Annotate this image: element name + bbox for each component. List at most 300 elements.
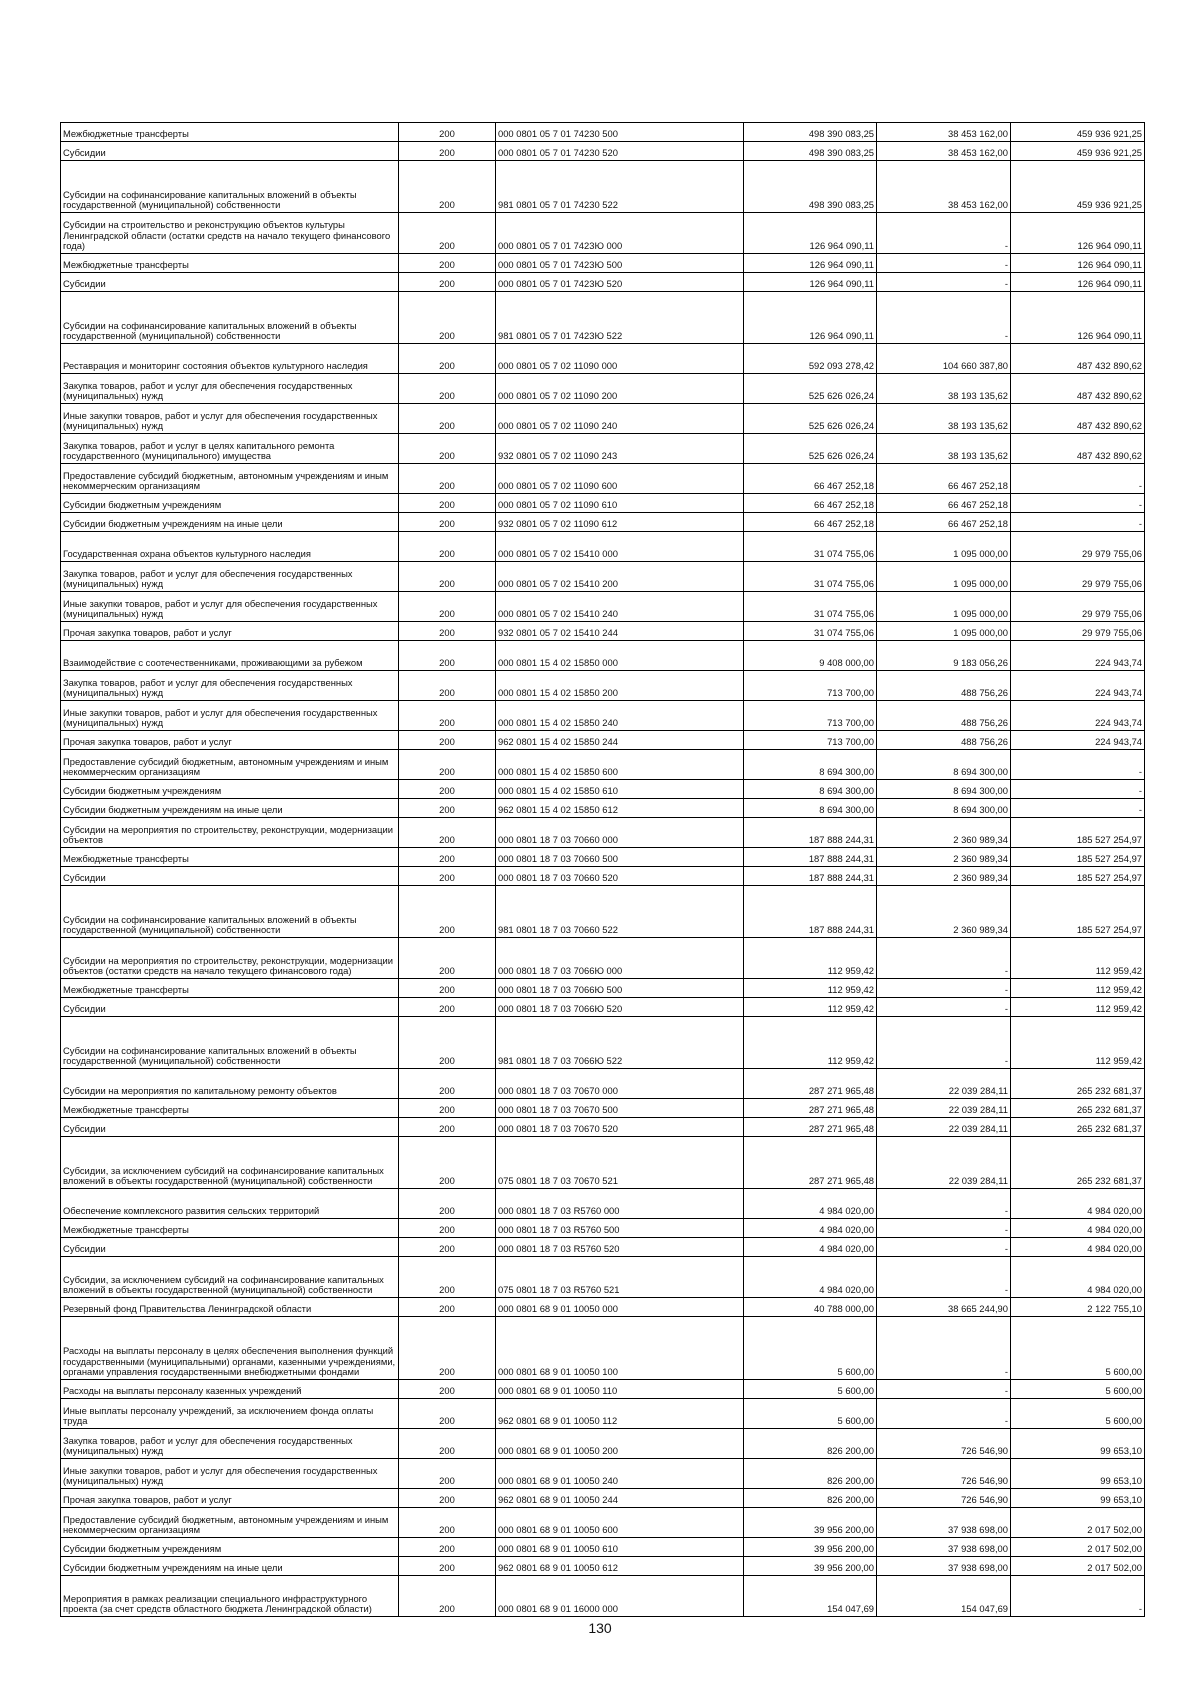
- approved-amount-cell: 525 626 026,24: [744, 404, 877, 434]
- classification-code-cell: 000 0801 15 4 02 15850 610: [496, 780, 744, 799]
- approved-amount-cell: 4 984 020,00: [744, 1238, 877, 1257]
- approved-amount-cell: 287 271 965,48: [744, 1137, 877, 1189]
- expense-name-cell: Предоставление субсидий бюджетным, автономным учреждениям и иным некоммерческим организациям: [61, 750, 399, 780]
- table-row: [61, 1459, 1145, 1489]
- executed-amount-cell: 2 360 989,34: [877, 848, 1011, 867]
- approved-amount-cell: 826 200,00: [744, 1429, 877, 1459]
- line-code-cell: 200: [399, 254, 496, 273]
- unexecuted-amount-cell: 185 527 254,97: [1011, 848, 1145, 867]
- unexecuted-amount-cell: 29 979 755,06: [1011, 622, 1145, 641]
- line-code-cell: 200: [399, 731, 496, 750]
- expense-name-cell: Резервный фонд Правительства Ленинградской области: [61, 1298, 399, 1317]
- classification-code-cell: 000 0801 68 9 01 10050 200: [496, 1429, 744, 1459]
- table-row: [61, 938, 1145, 979]
- table-row: [61, 750, 1145, 780]
- unexecuted-amount-cell: -: [1011, 464, 1145, 494]
- classification-code-cell: 075 0801 18 7 03 R5760 521: [496, 1257, 744, 1298]
- table-row: [61, 1189, 1145, 1219]
- expense-name-cell: Межбюджетные трансферты: [61, 979, 399, 998]
- approved-amount-cell: 126 964 090,11: [744, 254, 877, 273]
- table-row: [61, 1576, 1145, 1617]
- approved-amount-cell: 5 600,00: [744, 1399, 877, 1429]
- expense-name-cell: Субсидии, за исключением субсидий на софинансирование капитальных вложений в объекты государственной (муниципальной) собственности: [61, 1257, 399, 1298]
- executed-amount-cell: 2 360 989,34: [877, 886, 1011, 938]
- classification-code-cell: 000 0801 15 4 02 15850 000: [496, 641, 744, 671]
- unexecuted-amount-cell: -: [1011, 494, 1145, 513]
- line-code-cell: 200: [399, 513, 496, 532]
- unexecuted-amount-cell: 185 527 254,97: [1011, 867, 1145, 886]
- unexecuted-amount-cell: 126 964 090,11: [1011, 273, 1145, 292]
- table-row: [61, 1257, 1145, 1298]
- line-code-cell: 200: [399, 1238, 496, 1257]
- executed-amount-cell: 2 360 989,34: [877, 867, 1011, 886]
- unexecuted-amount-cell: -: [1011, 750, 1145, 780]
- table-row: [61, 641, 1145, 671]
- unexecuted-amount-cell: 224 943,74: [1011, 701, 1145, 731]
- classification-code-cell: 000 0801 05 7 01 7423Ю 520: [496, 273, 744, 292]
- executed-amount-cell: 1 095 000,00: [877, 592, 1011, 622]
- unexecuted-amount-cell: 487 432 890,62: [1011, 404, 1145, 434]
- executed-amount-cell: 8 694 300,00: [877, 799, 1011, 818]
- table-row: [61, 344, 1145, 374]
- classification-code-cell: 000 0801 18 7 03 R5760 500: [496, 1219, 744, 1238]
- table-row: [61, 1317, 1145, 1380]
- expense-name-cell: Взаимодействие с соотечественниками, проживающими за рубежом: [61, 641, 399, 671]
- unexecuted-amount-cell: 29 979 755,06: [1011, 592, 1145, 622]
- line-code-cell: 200: [399, 1399, 496, 1429]
- expense-name-cell: Расходы на выплаты персоналу казенных учреждений: [61, 1380, 399, 1399]
- line-code-cell: 200: [399, 671, 496, 701]
- table-row: [61, 1489, 1145, 1508]
- classification-code-cell: 000 0801 18 7 03 70670 500: [496, 1099, 744, 1118]
- executed-amount-cell: 22 039 284,11: [877, 1118, 1011, 1137]
- executed-amount-cell: -: [877, 273, 1011, 292]
- line-code-cell: 200: [399, 799, 496, 818]
- expense-name-cell: Иные выплаты персоналу учреждений, за исключением фонда оплаты труда: [61, 1399, 399, 1429]
- classification-code-cell: 981 0801 18 7 03 70660 522: [496, 886, 744, 938]
- unexecuted-amount-cell: 224 943,74: [1011, 731, 1145, 750]
- expense-name-cell: Закупка товаров, работ и услуг для обеспечения государственных (муниципальных) нужд: [61, 562, 399, 592]
- executed-amount-cell: 37 938 698,00: [877, 1508, 1011, 1538]
- executed-amount-cell: -: [877, 1317, 1011, 1380]
- classification-code-cell: 962 0801 68 9 01 10050 112: [496, 1399, 744, 1429]
- approved-amount-cell: 40 788 000,00: [744, 1298, 877, 1317]
- table-row: [61, 123, 1145, 142]
- line-code-cell: 200: [399, 1380, 496, 1399]
- approved-amount-cell: 498 390 083,25: [744, 161, 877, 213]
- line-code-cell: 200: [399, 273, 496, 292]
- line-code-cell: 200: [399, 1508, 496, 1538]
- executed-amount-cell: 726 546,90: [877, 1489, 1011, 1508]
- line-code-cell: 200: [399, 142, 496, 161]
- approved-amount-cell: 31 074 755,06: [744, 622, 877, 641]
- expense-name-cell: Закупка товаров, работ и услуг для обеспечения государственных (муниципальных) нужд: [61, 374, 399, 404]
- unexecuted-amount-cell: 459 936 921,25: [1011, 123, 1145, 142]
- executed-amount-cell: 22 039 284,11: [877, 1137, 1011, 1189]
- approved-amount-cell: 8 694 300,00: [744, 750, 877, 780]
- table-row: [61, 592, 1145, 622]
- approved-amount-cell: 66 467 252,18: [744, 464, 877, 494]
- approved-amount-cell: 126 964 090,11: [744, 213, 877, 254]
- unexecuted-amount-cell: 4 984 020,00: [1011, 1219, 1145, 1238]
- approved-amount-cell: 713 700,00: [744, 701, 877, 731]
- classification-code-cell: 000 0801 15 4 02 15850 240: [496, 701, 744, 731]
- expense-name-cell: Субсидии на софинансирование капитальных вложений в объекты государственной (муниципальной) собственности: [61, 161, 399, 213]
- line-code-cell: 200: [399, 123, 496, 142]
- expense-name-cell: Прочая закупка товаров, работ и услуг: [61, 1489, 399, 1508]
- table-row: [61, 622, 1145, 641]
- unexecuted-amount-cell: 5 600,00: [1011, 1380, 1145, 1399]
- table-row: [61, 1298, 1145, 1317]
- expense-name-cell: Субсидии на мероприятия по капитальному ремонту объектов: [61, 1069, 399, 1099]
- approved-amount-cell: 8 694 300,00: [744, 780, 877, 799]
- executed-amount-cell: -: [877, 1238, 1011, 1257]
- unexecuted-amount-cell: 487 432 890,62: [1011, 344, 1145, 374]
- line-code-cell: 200: [399, 1017, 496, 1069]
- classification-code-cell: 000 0801 05 7 02 11090 000: [496, 344, 744, 374]
- expense-name-cell: Закупка товаров, работ и услуг для обеспечения государственных (муниципальных) нужд: [61, 671, 399, 701]
- executed-amount-cell: 104 660 387,80: [877, 344, 1011, 374]
- executed-amount-cell: 488 756,26: [877, 671, 1011, 701]
- expense-name-cell: Субсидии бюджетным учреждениям: [61, 1538, 399, 1557]
- expense-name-cell: Закупка товаров, работ и услуг в целях капитального ремонта государственного (муниципального) имущества: [61, 434, 399, 464]
- table-row: [61, 404, 1145, 434]
- expense-name-cell: Прочая закупка товаров, работ и услуг: [61, 731, 399, 750]
- executed-amount-cell: 726 546,90: [877, 1459, 1011, 1489]
- line-code-cell: 200: [399, 592, 496, 622]
- expense-name-cell: Субсидии, за исключением субсидий на софинансирование капитальных вложений в объекты государственной (муниципальной) собственности: [61, 1137, 399, 1189]
- unexecuted-amount-cell: 224 943,74: [1011, 641, 1145, 671]
- expense-name-cell: Субсидии на софинансирование капитальных вложений в объекты государственной (муниципальной) собственности: [61, 886, 399, 938]
- table-row: [61, 374, 1145, 404]
- line-code-cell: 200: [399, 532, 496, 562]
- classification-code-cell: 000 0801 68 9 01 10050 000: [496, 1298, 744, 1317]
- executed-amount-cell: 9 183 056,26: [877, 641, 1011, 671]
- expense-name-cell: Субсидии бюджетным учреждениям на иные цели: [61, 1557, 399, 1576]
- classification-code-cell: 000 0801 05 7 01 74230 500: [496, 123, 744, 142]
- line-code-cell: 200: [399, 701, 496, 731]
- table-row: [61, 161, 1145, 213]
- line-code-cell: 200: [399, 1429, 496, 1459]
- classification-code-cell: 962 0801 68 9 01 10050 244: [496, 1489, 744, 1508]
- line-code-cell: 200: [399, 1219, 496, 1238]
- approved-amount-cell: 187 888 244,31: [744, 848, 877, 867]
- line-code-cell: 200: [399, 750, 496, 780]
- line-code-cell: 200: [399, 213, 496, 254]
- expense-name-cell: Межбюджетные трансферты: [61, 123, 399, 142]
- unexecuted-amount-cell: 2 017 502,00: [1011, 1508, 1145, 1538]
- executed-amount-cell: 38 193 135,62: [877, 404, 1011, 434]
- line-code-cell: 200: [399, 938, 496, 979]
- line-code-cell: 200: [399, 1576, 496, 1617]
- approved-amount-cell: 826 200,00: [744, 1489, 877, 1508]
- classification-code-cell: 000 0801 15 4 02 15850 200: [496, 671, 744, 701]
- expense-name-cell: Предоставление субсидий бюджетным, автономным учреждениям и иным некоммерческим организациям: [61, 1508, 399, 1538]
- expense-name-cell: Обеспечение комплексного развития сельских территорий: [61, 1189, 399, 1219]
- executed-amount-cell: 2 360 989,34: [877, 818, 1011, 848]
- executed-amount-cell: 154 047,69: [877, 1576, 1011, 1617]
- table-row: [61, 1118, 1145, 1137]
- approved-amount-cell: 525 626 026,24: [744, 434, 877, 464]
- approved-amount-cell: 713 700,00: [744, 731, 877, 750]
- approved-amount-cell: 112 959,42: [744, 998, 877, 1017]
- page-number: 130: [588, 1620, 612, 1636]
- classification-code-cell: 000 0801 15 4 02 15850 600: [496, 750, 744, 780]
- expense-name-cell: Межбюджетные трансферты: [61, 848, 399, 867]
- unexecuted-amount-cell: -: [1011, 799, 1145, 818]
- approved-amount-cell: 39 956 200,00: [744, 1538, 877, 1557]
- executed-amount-cell: -: [877, 979, 1011, 998]
- table-row: [61, 1429, 1145, 1459]
- unexecuted-amount-cell: 265 232 681,37: [1011, 1069, 1145, 1099]
- classification-code-cell: 000 0801 18 7 03 70660 500: [496, 848, 744, 867]
- line-code-cell: 200: [399, 1557, 496, 1576]
- table-row: [61, 998, 1145, 1017]
- executed-amount-cell: -: [877, 938, 1011, 979]
- table-row: [61, 886, 1145, 938]
- classification-code-cell: 000 0801 05 7 02 15410 000: [496, 532, 744, 562]
- classification-code-cell: 962 0801 68 9 01 10050 612: [496, 1557, 744, 1576]
- approved-amount-cell: 126 964 090,11: [744, 292, 877, 344]
- line-code-cell: 200: [399, 1538, 496, 1557]
- expense-name-cell: Межбюджетные трансферты: [61, 1099, 399, 1118]
- unexecuted-amount-cell: 29 979 755,06: [1011, 562, 1145, 592]
- executed-amount-cell: -: [877, 1257, 1011, 1298]
- classification-code-cell: 000 0801 68 9 01 10050 610: [496, 1538, 744, 1557]
- line-code-cell: 200: [399, 404, 496, 434]
- line-code-cell: 200: [399, 494, 496, 513]
- unexecuted-amount-cell: 265 232 681,37: [1011, 1118, 1145, 1137]
- table-row: [61, 1017, 1145, 1069]
- expense-name-cell: Субсидии бюджетным учреждениям на иные цели: [61, 513, 399, 532]
- approved-amount-cell: 154 047,69: [744, 1576, 877, 1617]
- approved-amount-cell: 9 408 000,00: [744, 641, 877, 671]
- unexecuted-amount-cell: 459 936 921,25: [1011, 142, 1145, 161]
- unexecuted-amount-cell: -: [1011, 1576, 1145, 1617]
- classification-code-cell: 000 0801 05 7 02 15410 200: [496, 562, 744, 592]
- expense-name-cell: Субсидии на строительство и реконструкцию объектов культуры Ленинградской области (остатки средств на начало текущего финансового года): [61, 213, 399, 254]
- classification-code-cell: 000 0801 18 7 03 7066Ю 520: [496, 998, 744, 1017]
- approved-amount-cell: 4 984 020,00: [744, 1219, 877, 1238]
- table-row: [61, 1538, 1145, 1557]
- approved-amount-cell: 31 074 755,06: [744, 562, 877, 592]
- executed-amount-cell: 488 756,26: [877, 701, 1011, 731]
- expense-name-cell: Государственная охрана объектов культурного наследия: [61, 532, 399, 562]
- expense-name-cell: Прочая закупка товаров, работ и услуг: [61, 622, 399, 641]
- approved-amount-cell: 31 074 755,06: [744, 592, 877, 622]
- executed-amount-cell: 37 938 698,00: [877, 1557, 1011, 1576]
- line-code-cell: 200: [399, 292, 496, 344]
- classification-code-cell: 981 0801 05 7 01 74230 522: [496, 161, 744, 213]
- classification-code-cell: 000 0801 68 9 01 10050 110: [496, 1380, 744, 1399]
- classification-code-cell: 962 0801 15 4 02 15850 612: [496, 799, 744, 818]
- unexecuted-amount-cell: 5 600,00: [1011, 1317, 1145, 1380]
- budget-execution-table: [60, 122, 1145, 1617]
- approved-amount-cell: 112 959,42: [744, 1017, 877, 1069]
- executed-amount-cell: 1 095 000,00: [877, 562, 1011, 592]
- expense-name-cell: Субсидии: [61, 867, 399, 886]
- line-code-cell: 200: [399, 1317, 496, 1380]
- executed-amount-cell: 38 665 244,90: [877, 1298, 1011, 1317]
- table-row: [61, 1137, 1145, 1189]
- classification-code-cell: 932 0801 05 7 02 11090 243: [496, 434, 744, 464]
- unexecuted-amount-cell: 112 959,42: [1011, 1017, 1145, 1069]
- expense-name-cell: Иные закупки товаров, работ и услуг для обеспечения государственных (муниципальных) нужд: [61, 1459, 399, 1489]
- classification-code-cell: 000 0801 18 7 03 R5760 000: [496, 1189, 744, 1219]
- executed-amount-cell: -: [877, 254, 1011, 273]
- table-row: [61, 1508, 1145, 1538]
- unexecuted-amount-cell: 265 232 681,37: [1011, 1099, 1145, 1118]
- unexecuted-amount-cell: 112 959,42: [1011, 938, 1145, 979]
- approved-amount-cell: 112 959,42: [744, 938, 877, 979]
- line-code-cell: 200: [399, 886, 496, 938]
- approved-amount-cell: 498 390 083,25: [744, 123, 877, 142]
- table-row: [61, 213, 1145, 254]
- classification-code-cell: 000 0801 05 7 02 11090 200: [496, 374, 744, 404]
- approved-amount-cell: 4 984 020,00: [744, 1189, 877, 1219]
- classification-code-cell: 000 0801 18 7 03 70660 000: [496, 818, 744, 848]
- table-row: [61, 434, 1145, 464]
- approved-amount-cell: 31 074 755,06: [744, 532, 877, 562]
- line-code-cell: 200: [399, 1189, 496, 1219]
- table-row: [61, 513, 1145, 532]
- line-code-cell: 200: [399, 1099, 496, 1118]
- table-row: [61, 1380, 1145, 1399]
- approved-amount-cell: 287 271 965,48: [744, 1099, 877, 1118]
- table-row: [61, 1219, 1145, 1238]
- table-row: [61, 799, 1145, 818]
- unexecuted-amount-cell: 29 979 755,06: [1011, 532, 1145, 562]
- executed-amount-cell: 38 453 162,00: [877, 161, 1011, 213]
- executed-amount-cell: -: [877, 292, 1011, 344]
- executed-amount-cell: -: [877, 213, 1011, 254]
- table-row: [61, 273, 1145, 292]
- classification-code-cell: 000 0801 05 7 01 7423Ю 500: [496, 254, 744, 273]
- classification-code-cell: 000 0801 05 7 01 7423Ю 000: [496, 213, 744, 254]
- unexecuted-amount-cell: 126 964 090,11: [1011, 213, 1145, 254]
- executed-amount-cell: -: [877, 1189, 1011, 1219]
- approved-amount-cell: 498 390 083,25: [744, 142, 877, 161]
- classification-code-cell: 000 0801 18 7 03 70670 520: [496, 1118, 744, 1137]
- expense-name-cell: Закупка товаров, работ и услуг для обеспечения государственных (муниципальных) нужд: [61, 1429, 399, 1459]
- unexecuted-amount-cell: 224 943,74: [1011, 671, 1145, 701]
- classification-code-cell: 000 0801 18 7 03 R5760 520: [496, 1238, 744, 1257]
- unexecuted-amount-cell: 2 122 755,10: [1011, 1298, 1145, 1317]
- line-code-cell: 200: [399, 434, 496, 464]
- line-code-cell: 200: [399, 641, 496, 671]
- table-row: [61, 818, 1145, 848]
- line-code-cell: 200: [399, 464, 496, 494]
- table-row: [61, 701, 1145, 731]
- executed-amount-cell: 726 546,90: [877, 1429, 1011, 1459]
- expense-name-cell: Межбюджетные трансферты: [61, 1219, 399, 1238]
- table-row: [61, 142, 1145, 161]
- classification-code-cell: 000 0801 18 7 03 70660 520: [496, 867, 744, 886]
- executed-amount-cell: 38 193 135,62: [877, 374, 1011, 404]
- unexecuted-amount-cell: 112 959,42: [1011, 998, 1145, 1017]
- table-body: [61, 123, 1145, 1617]
- table-row: [61, 979, 1145, 998]
- line-code-cell: 200: [399, 1069, 496, 1099]
- executed-amount-cell: 8 694 300,00: [877, 750, 1011, 780]
- approved-amount-cell: 287 271 965,48: [744, 1118, 877, 1137]
- unexecuted-amount-cell: 2 017 502,00: [1011, 1557, 1145, 1576]
- table-row: [61, 1099, 1145, 1118]
- executed-amount-cell: 38 453 162,00: [877, 142, 1011, 161]
- unexecuted-amount-cell: 99 653,10: [1011, 1429, 1145, 1459]
- approved-amount-cell: 826 200,00: [744, 1459, 877, 1489]
- expense-name-cell: Субсидии: [61, 273, 399, 292]
- approved-amount-cell: 112 959,42: [744, 979, 877, 998]
- line-code-cell: 200: [399, 780, 496, 799]
- table-row: [61, 562, 1145, 592]
- unexecuted-amount-cell: 5 600,00: [1011, 1399, 1145, 1429]
- unexecuted-amount-cell: 112 959,42: [1011, 979, 1145, 998]
- expense-name-cell: Субсидии бюджетным учреждениям на иные цели: [61, 799, 399, 818]
- line-code-cell: 200: [399, 344, 496, 374]
- approved-amount-cell: 592 093 278,42: [744, 344, 877, 374]
- line-code-cell: 200: [399, 1489, 496, 1508]
- classification-code-cell: 962 0801 15 4 02 15850 244: [496, 731, 744, 750]
- unexecuted-amount-cell: 126 964 090,11: [1011, 292, 1145, 344]
- unexecuted-amount-cell: 2 017 502,00: [1011, 1538, 1145, 1557]
- classification-code-cell: 000 0801 18 7 03 70670 000: [496, 1069, 744, 1099]
- line-code-cell: 200: [399, 867, 496, 886]
- executed-amount-cell: 8 694 300,00: [877, 780, 1011, 799]
- expense-name-cell: Предоставление субсидий бюджетным, автономным учреждениям и иным некоммерческим организациям: [61, 464, 399, 494]
- expense-name-cell: Иные закупки товаров, работ и услуг для обеспечения государственных (муниципальных) нужд: [61, 404, 399, 434]
- line-code-cell: 200: [399, 1298, 496, 1317]
- approved-amount-cell: 39 956 200,00: [744, 1508, 877, 1538]
- unexecuted-amount-cell: 4 984 020,00: [1011, 1189, 1145, 1219]
- table-row: [61, 1238, 1145, 1257]
- approved-amount-cell: 126 964 090,11: [744, 273, 877, 292]
- executed-amount-cell: 38 193 135,62: [877, 434, 1011, 464]
- classification-code-cell: 000 0801 05 7 02 11090 610: [496, 494, 744, 513]
- line-code-cell: 200: [399, 562, 496, 592]
- classification-code-cell: 000 0801 68 9 01 10050 240: [496, 1459, 744, 1489]
- unexecuted-amount-cell: 4 984 020,00: [1011, 1257, 1145, 1298]
- line-code-cell: 200: [399, 622, 496, 641]
- expense-name-cell: Мероприятия в рамках реализации специального инфраструктурного проекта (за счет средств областного бюджета Ленинградской области): [61, 1576, 399, 1617]
- expense-name-cell: Субсидии на мероприятия по строительству, реконструкции, модернизации объектов: [61, 818, 399, 848]
- table-row: [61, 532, 1145, 562]
- executed-amount-cell: 488 756,26: [877, 731, 1011, 750]
- approved-amount-cell: 66 467 252,18: [744, 513, 877, 532]
- table-row: [61, 464, 1145, 494]
- line-code-cell: 200: [399, 1137, 496, 1189]
- approved-amount-cell: 5 600,00: [744, 1317, 877, 1380]
- table-row: [61, 292, 1145, 344]
- executed-amount-cell: 1 095 000,00: [877, 622, 1011, 641]
- line-code-cell: 200: [399, 1459, 496, 1489]
- table-row: [61, 254, 1145, 273]
- classification-code-cell: 000 0801 68 9 01 16000 000: [496, 1576, 744, 1617]
- table-row: [61, 1557, 1145, 1576]
- approved-amount-cell: 525 626 026,24: [744, 374, 877, 404]
- unexecuted-amount-cell: 99 653,10: [1011, 1459, 1145, 1489]
- expense-name-cell: Реставрация и мониторинг состояния объектов культурного наследия: [61, 344, 399, 374]
- expense-name-cell: Межбюджетные трансферты: [61, 254, 399, 273]
- approved-amount-cell: 4 984 020,00: [744, 1257, 877, 1298]
- line-code-cell: 200: [399, 979, 496, 998]
- unexecuted-amount-cell: 185 527 254,97: [1011, 886, 1145, 938]
- executed-amount-cell: 22 039 284,11: [877, 1099, 1011, 1118]
- executed-amount-cell: 66 467 252,18: [877, 513, 1011, 532]
- classification-code-cell: 000 0801 18 7 03 7066Ю 000: [496, 938, 744, 979]
- unexecuted-amount-cell: 487 432 890,62: [1011, 434, 1145, 464]
- unexecuted-amount-cell: 126 964 090,11: [1011, 254, 1145, 273]
